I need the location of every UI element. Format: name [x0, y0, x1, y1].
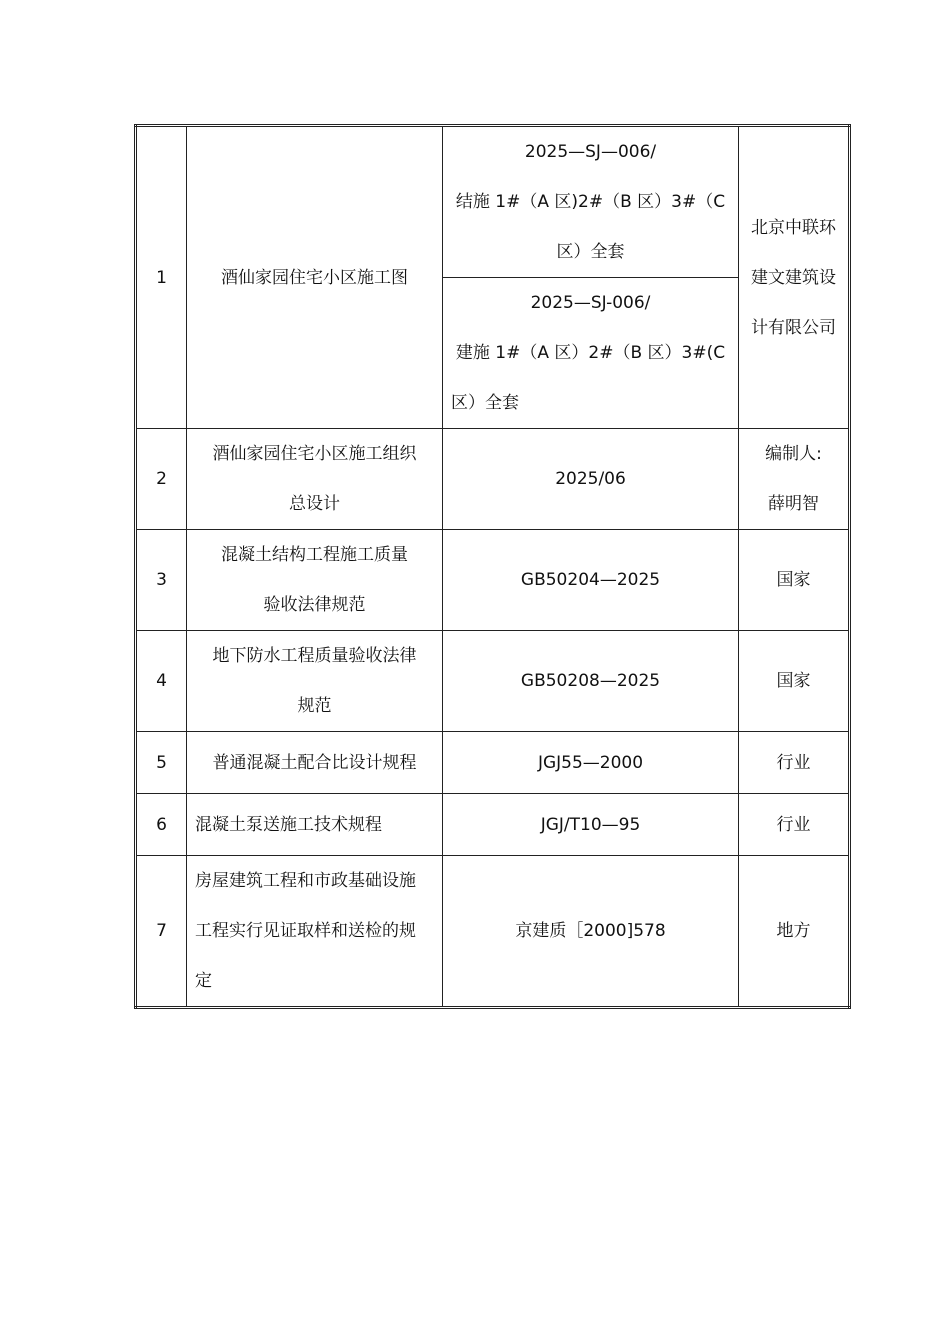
document-code: GB50204—2025: [443, 530, 739, 631]
row-number: 7: [136, 856, 187, 1008]
name-line: 验收法律规范: [263, 595, 366, 615]
issuer-line: 计有限公司: [751, 317, 836, 338]
document-code: [443, 126, 739, 278]
name-line: 地下防水工程质量验收法律: [212, 646, 417, 666]
row-number: 1: [136, 126, 187, 429]
code-line: 2025—SJ-006/: [530, 293, 651, 313]
document-code: JGJ/T10—95: [443, 794, 739, 856]
issuer: 行业: [739, 732, 850, 794]
document-name: 普通混凝土配合比设计规程: [187, 732, 443, 794]
name-line: 规范: [297, 696, 332, 716]
issuer-line: 北京中联环: [751, 217, 836, 238]
issuer: [739, 126, 850, 429]
issuer-line: 编制人:: [765, 444, 822, 464]
document-name: [187, 429, 443, 530]
table-row: [136, 856, 850, 1008]
table-row: [136, 429, 850, 530]
document-name: 混凝土泵送施工技术规程: [187, 794, 443, 856]
table-row: [136, 794, 850, 856]
issuer: 国家: [739, 631, 850, 732]
row-number: 5: [136, 732, 187, 794]
table-row: [136, 732, 850, 794]
code-line: 区）全套: [451, 393, 519, 413]
issuer: 行业: [739, 794, 850, 856]
document-code: 2025/06: [443, 429, 739, 530]
name-line: 工程实行见证取样和送检的规: [195, 921, 416, 941]
row-number: 3: [136, 530, 187, 631]
issuer: 地方: [739, 856, 850, 1008]
name-line: 房屋建筑工程和市政基础设施: [195, 871, 416, 891]
name-line: 混凝土结构工程施工质量: [221, 545, 408, 565]
table-row: [136, 126, 850, 278]
document-code: 京建质［2000]578: [443, 856, 739, 1008]
issuer-line: 薛明智: [768, 494, 819, 514]
document-code: [443, 278, 739, 429]
standards-table: [134, 124, 851, 1009]
code-line: 结施 1#（A 区)2#（B 区）3#（C: [455, 192, 726, 212]
row-number: 4: [136, 631, 187, 732]
issuer: [739, 429, 850, 530]
document-name: [187, 856, 443, 1008]
name-line: 酒仙家园住宅小区施工组织: [212, 444, 417, 464]
code-line: 2025—SJ—006/: [524, 142, 657, 162]
name-line: 总设计: [289, 494, 340, 514]
document-code: JGJ55—2000: [443, 732, 739, 794]
document-name: [187, 530, 443, 631]
table-row: [136, 530, 850, 631]
code-line: 区）全套: [556, 242, 625, 262]
table-row: [136, 631, 850, 732]
name-line: 定: [195, 971, 212, 991]
code-line: 建施 1#（A 区）2#（B 区）3#(C: [455, 343, 726, 363]
document-name: 酒仙家园住宅小区施工图: [187, 126, 443, 429]
row-number: 6: [136, 794, 187, 856]
document-code: GB50208—2025: [443, 631, 739, 732]
issuer-line: 建文建筑设: [751, 267, 836, 288]
issuer: 国家: [739, 530, 850, 631]
row-number: 2: [136, 429, 187, 530]
document-name: [187, 631, 443, 732]
